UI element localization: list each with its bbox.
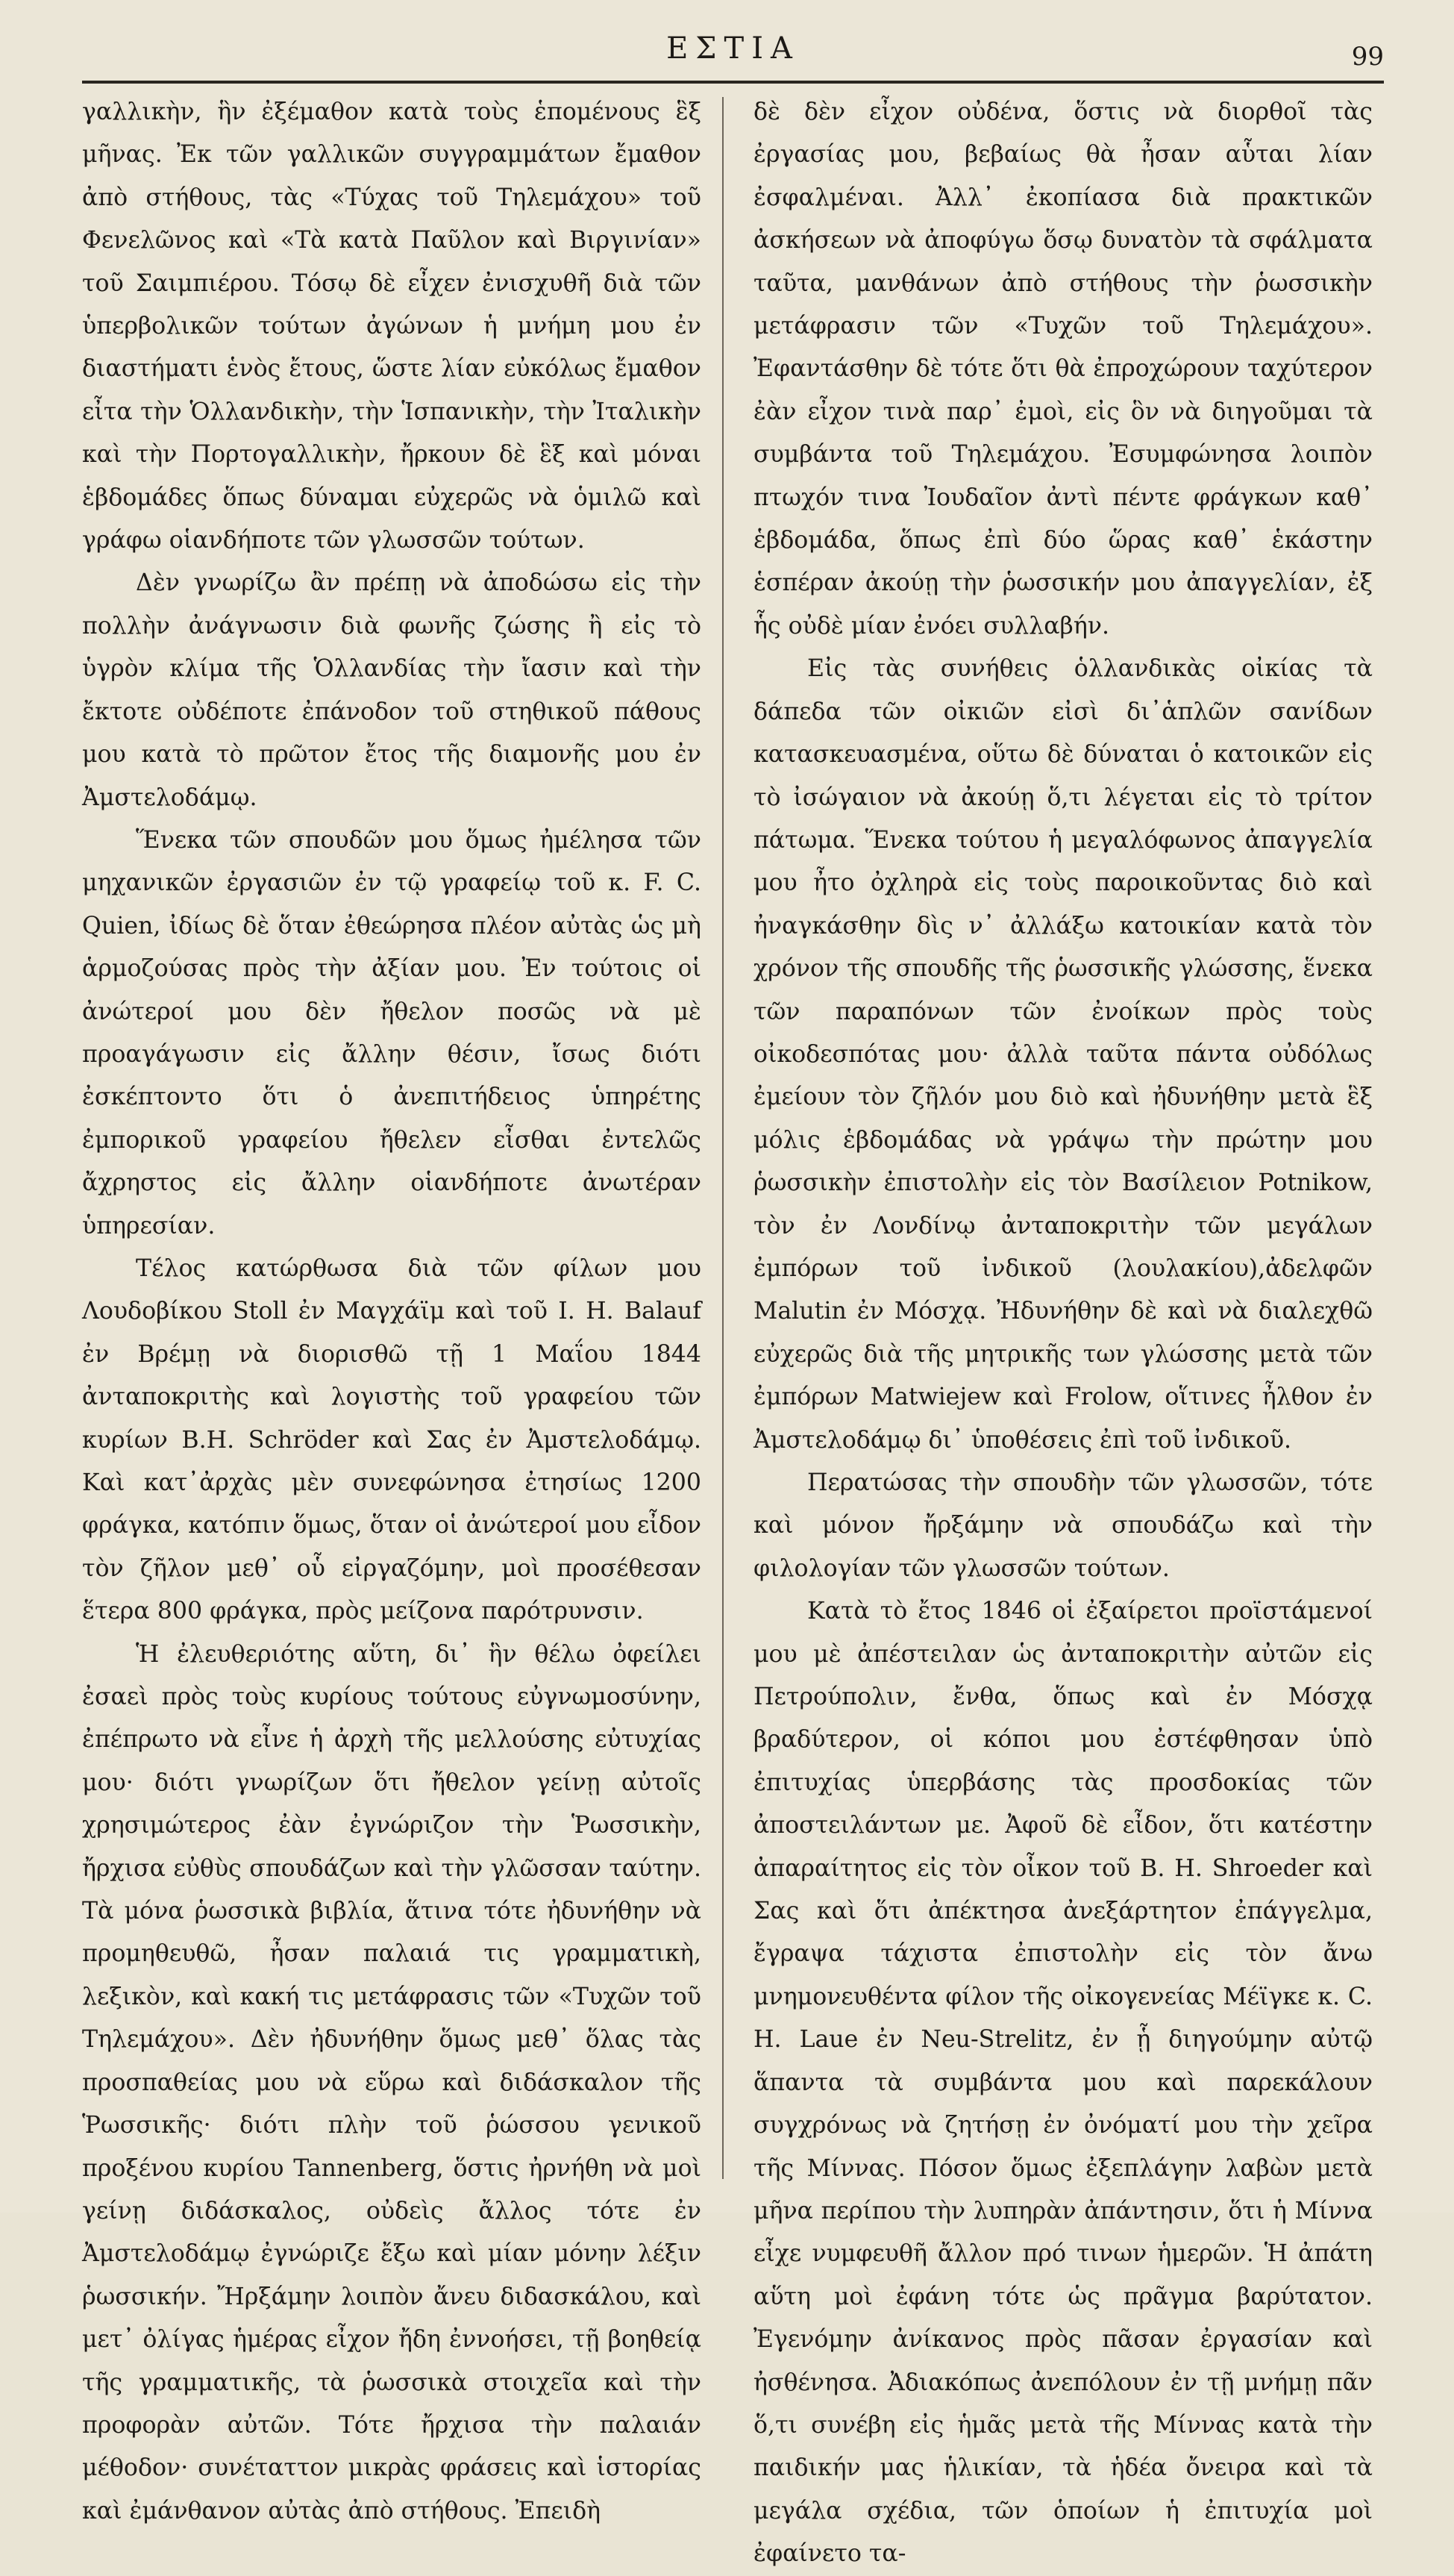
paragraph: Ἡ ἐλευθεριότης αὕτη, δι᾽ ἣν θέλω ὀφείλει ἐσαεὶ πρὸς τοὺς κυρίους τούτους εὐγνωμοσύνην, ἐπέπρωτο νὰ εἶνε ἡ ἀρχὴ τῆς μελλούσης εὐτυχίας μου· διότι γνωρίζων ὅτι ἤθελον γείνῃ αὐτοῖς χρησιμώτερος ἐὰν ἐγνώριζον τὴν Ῥωσσικὴν, ἤρχισα εὐθὺς σπουδάζων καὶ τὴν γλῶσσαν ταύτην. Τὰ μόνα ῥωσσικὰ βιβλία, ἅτινα τότε ἠδυνήθην νὰ προμηθευθῶ, ἦσαν παλαιά τις γραμματικὴ, λεξικὸν, καὶ κακή τις μετάφρασις τῶν «Τυχῶν τοῦ Τηλεμάχου». Δὲν ἠδυνήθην ὅμως μεθ᾽ ὅλας τὰς προσπαθείας μου νὰ εὕρω καὶ διδάσκαλον τῆς Ῥωσσικῆς· διότι πλὴν τοῦ ῥώσσου γενικοῦ προξένου κυρίου Tannenberg, ὅστις ἠρνήθη νὰ μοὶ γείνῃ διδάσκαλος, οὐδεὶς ἄλλος τότε ἐν Ἀμστελοδάμῳ ἐγνώριζε ἔξω καὶ μίαν μόνην λέξιν ῥωσσικήν. Ἤρξάμην λοιπὸν ἄνευ διδασκάλου, καὶ μετ᾽ ὀλίγας ἡμέρας εἶχον ἤδη ἐννοήσει, τῇ βοηθείᾳ τῆς γραμματικῆς, τὰ ῥωσσικὰ στοιχεῖα καὶ τὴν προφορὰν αὐτῶν. Τότε ἤρχισα τὴν παλαιάν μέθοδον· συνέταττον μικρὰς φράσεις καὶ ἱστορίας καὶ ἐμάνθανον αὐτὰς ἀπὸ στήθους. Ἐπειδὴ <box>82 1640 701 2525</box>
paragraph: Περατώσας τὴν σπουδὴν τῶν γλωσσῶν, τότε καὶ μόνον ἤρξάμην νὰ σπουδάζω καὶ τὴν φιλολογίαν τῶν γλωσσῶν τούτων. <box>753 1469 1373 1582</box>
page-header <box>82 27 1384 72</box>
paragraph: Εἰς τὰς συνήθεις ὁλλανδικὰς οἰκίας τὰ δάπεδα τῶν οἰκιῶν εἰσὶ δι᾽ἁπλῶν σανίδων κατασκευασμένα, οὕτω δὲ δύναται ὁ κατοικῶν εἰς τὸ ἰσώγαιον νὰ ἀκούῃ ὅ,τι λέγεται εἰς τὸ τρίτον πάτωμα. Ἕνεκα τούτου ἡ μεγαλόφωνος ἀπαγγελία μου ἦτο ὀχληρὰ εἰς τοὺς παροικοῦντας διὸ καὶ ἠναγκάσθην δὶς ν᾽ ἀλλάξω κατοικίαν κατὰ τὸν χρόνον τῆς σπουδῆς τῆς ῥωσσικῆς γλώσσης, ἕνεκα τῶν παραπόνων τῶν ἐνοίκων πρὸς τοὺς οἰκοδεσπότας μου· ἀλλὰ ταῦτα πάντα οὐδόλως ἐμείουν τὸν ζῆλόν μου διὸ καὶ ἠδυνήθην μετὰ ἓξ μόλις ἑβδομάδας νὰ γράψω τὴν πρώτην μου ῥωσσικὴν ἐπιστολὴν εἰς τὸν Βασίλειον Potnikow, τὸν ἐν Λονδίνῳ ἀνταποκριτὴν τῶν μεγάλων ἐμπόρων τοῦ ἰνδικοῦ (λουλακίου),ἀδελφῶν Malutin ἐν Μόσχᾳ. Ἠδυνήθην δὲ καὶ νὰ διαλεχθῶ εὐχερῶς διὰ τῆς μητρικῆς των γλώσσης μετὰ τῶν ἐμπόρων Matwiejew καὶ Frolow, οἵτινες ἦλθον ἐν Ἀμστελοδάμῳ δι᾽ ὑποθέσεις ἐπὶ τοῦ ἰνδικοῦ. <box>753 655 1373 1454</box>
column-divider <box>722 97 724 2179</box>
paragraph: Κατὰ τὸ ἔτος 1846 οἱ ἐξαίρετοι προϊστάμενοί μου μὲ ἀπέστειλαν ὡς ἀνταποκριτὴν αὐτῶν εἰς Πετρούπολιν, ἔνθα, ὅπως καὶ ἐν Μόσχᾳ βραδύτερον, οἱ κόποι μου ἐστέφθησαν ὑπὸ ἐπιτυχίας ὑπερβάσης τὰς προσδοκίας τῶν ἀποστειλάντων με. Ἀφοῦ δὲ εἶδον, ὅτι κατέστην ἀπαραίτητος εἰς τὸν οἶκον τοῦ B. H. Shroeder καὶ Σας καὶ ὅτι ἀπέκτησα ἀνεξάρτητον ἐπάγγελμα, ἔγραψα τάχιστα ἐπιστολὴν εἰς τὸν ἄνω μνημονευθέντα φίλον τῆς οἰκογενείας Μέϊγκε κ. C. H. Laue ἐν Neu-Strelitz, ἐν ᾗ διηγούμην αὐτῷ ἅπαντα τὰ συμβάντα μου καὶ παρεκάλουν συγχρόνως νὰ ζητήσῃ ἐν ὀνόματί μου τὴν χεῖρα τῆς Μίννας. Πόσον ὅμως ἐξεπλάγην λαβὼν μετὰ μῆνα περίπου τὴν λυπηρὰν ἀπάντησιν, ὅτι ἡ Μίννα εἶχε νυμφευθῆ ἄλλον πρό τινων ἡμερῶν. Ἡ ἀπάτη αὕτη μοὶ ἐφάνη τότε ὡς πρᾶγμα βαρύτατον. Ἐγενόμην ἀνίκανος πρὸς πᾶσαν ἐργασίαν καὶ ἠσθένησα. Ἀδιακόπως ἀνεπόλουν ἐν τῇ μνήμῃ πᾶν ὅ,τι συνέβη εἰς ἡμᾶς μετὰ τῆς Μίννας κατὰ τὴν παιδικήν μας ἡλικίαν, τὰ ἡδέα ὄνειρα καὶ τὰ μεγάλα σχέδια, τῶν ὁποίων ἡ ἐπιτυχία μοὶ ἐφαίνετο τα- <box>753 1598 1373 2568</box>
paragraph: Ἕνεκα τῶν σπουδῶν μου ὅμως ἠμέλησα τῶν μηχανικῶν ἐργασιῶν ἐν τῷ γραφείῳ τοῦ κ. F. C. Quien, ἰδίως δὲ ὅταν ἐθεώρησα πλέον αὐτὰς ὡς μὴ ἁρμοζούσας πρὸς τὴν ἀξίαν μου. Ἐν τούτοις οἱ ἀνώτεροί μου δὲν ἤθελον ποσῶς νὰ μὲ προαγάγωσιν εἰς ἄλλην θέσιν, ἴσως διότι ἐσκέπτοντο ὅτι ὁ ἀνεπιτήδειος ὑπηρέτης ἐμπορικοῦ γραφείου ἤθελεν εἶσθαι ἐντελῶς ἄχρηστος εἰς ἄλλην οἱανδήποτε ἀνωτέραν ὑπηρεσίαν. <box>82 826 701 1239</box>
right-column <box>753 91 1373 2576</box>
left-column <box>82 91 701 2533</box>
journal-title: ΕΣΤΙΑ <box>666 31 800 66</box>
paragraph: γαλλικὴν, ἣν ἐξέμαθον κατὰ τοὺς ἑπομένους ἓξ μῆνας. Ἐκ τῶν γαλλικῶν συγγραμμάτων ἔμαθον ἀπὸ στήθους, τὰς «Τύχας τοῦ Τηλεμάχου» τοῦ Φενελῶνος καὶ «Τὰ κατὰ Παῦλον καὶ Βιργινίαν» τοῦ Σαιμπιέρου. Τόσῳ δὲ εἶχεν ἐνισχυθῆ διὰ τῶν ὑπερβολικῶν τούτων ἀγώνων ἡ μνήμη μου ἐν διαστήματι ἑνὸς ἔτους, ὥστε λίαν εὐκόλως ἔμαθον εἶτα τὴν Ὁλλανδικὴν, τὴν Ἱσπανικὴν, τὴν Ἰταλικὴν καὶ τὴν Πορτογαλλικὴν, ἤρκουν δὲ ἓξ καὶ μόναι ἑβδομάδες ὅπως δύναμαι εὐχερῶς νὰ ὁμιλῶ καὶ γράφω οἱανδήποτε τῶν γλωσσῶν τούτων. <box>82 99 701 554</box>
paragraph: Δὲν γνωρίζω ἂν πρέπῃ νὰ ἀποδώσω εἰς τὴν πολλὴν ἀνάγνωσιν διὰ φωνῆς ζώσης ἢ εἰς τὸ ὑγρὸν κλίμα τῆς Ὁλλανδίας τὴν ἴασιν καὶ τὴν ἔκτοτε οὐδέποτε ἐπάνοδον τοῦ στηθικοῦ πάθους μου κατὰ τὸ πρῶτον ἔτος τῆς διαμονῆς μου ἐν Ἀμστελοδάμῳ. <box>82 569 701 811</box>
paragraph: δὲ δὲν εἶχον οὐδένα, ὅστις νὰ διορθοῖ τὰς ἐργασίας μου, βεβαίως θὰ ἦσαν αὗται λίαν ἐσφαλμέναι. Ἀλλ᾽ ἐκοπίασα διὰ πρακτικῶν ἀσκήσεων νὰ ἀποφύγω ὅσῳ δυνατὸν τὰ σφάλματα ταῦτα, μανθάνων ἀπὸ στήθους τὴν ῥωσσικὴν μετάφρασιν τῶν «Τυχῶν τοῦ Τηλεμάχου». Ἐφαντάσθην δὲ τότε ὅτι θὰ ἐπροχώρουν ταχύτερον ἐὰν εἶχον τινὰ παρ᾽ ἐμοὶ, εἰς ὃν νὰ διηγοῦμαι τὰ συμβάντα τοῦ Τηλεμάχου. Ἐσυμφώνησα λοιπὸν πτωχόν τινα Ἰουδαῖον ἀντὶ πέντε φράγκων καθ᾽ ἑβδομάδα, ὅπως ἐπὶ δύο ὥρας καθ᾽ ἑκάστην ἑσπέραν ἀκούῃ τὴν ῥωσσικήν μου ἀπαγγελίαν, ἐξ ἧς οὐδὲ μίαν ἐνόει συλλαβήν. <box>753 99 1373 640</box>
header-rule <box>82 81 1384 84</box>
page-number: 99 <box>1351 42 1384 72</box>
paragraph: Τέλος κατώρθωσα διὰ τῶν φίλων μου Λουδοβίκου Stoll ἐν Μαγχάϊμ καὶ τοῦ I. H. Balauf ἐν Βρέμῃ νὰ διορισθῶ τῇ 1 Μαΐου 1844 ἀνταποκριτὴς καὶ λογιστὴς τοῦ γραφείου τῶν κυρίων B.H. Schröder καὶ Σας ἐν Ἀμστελοδάμῳ. Καὶ κατ᾽ἀρχὰς μὲν συνεφώνησα ἐτησίως 1200 φράγκα, κατόπιν ὅμως, ὅταν οἱ ἀνώτεροί μου εἶδον τὸν ζῆλον μεθ᾽ οὗ εἰργαζόμην, μοὶ προσέθεσαν ἕτερα 800 φράγκα, πρὸς μείζονα παρότρυνσιν. <box>82 1254 701 1625</box>
